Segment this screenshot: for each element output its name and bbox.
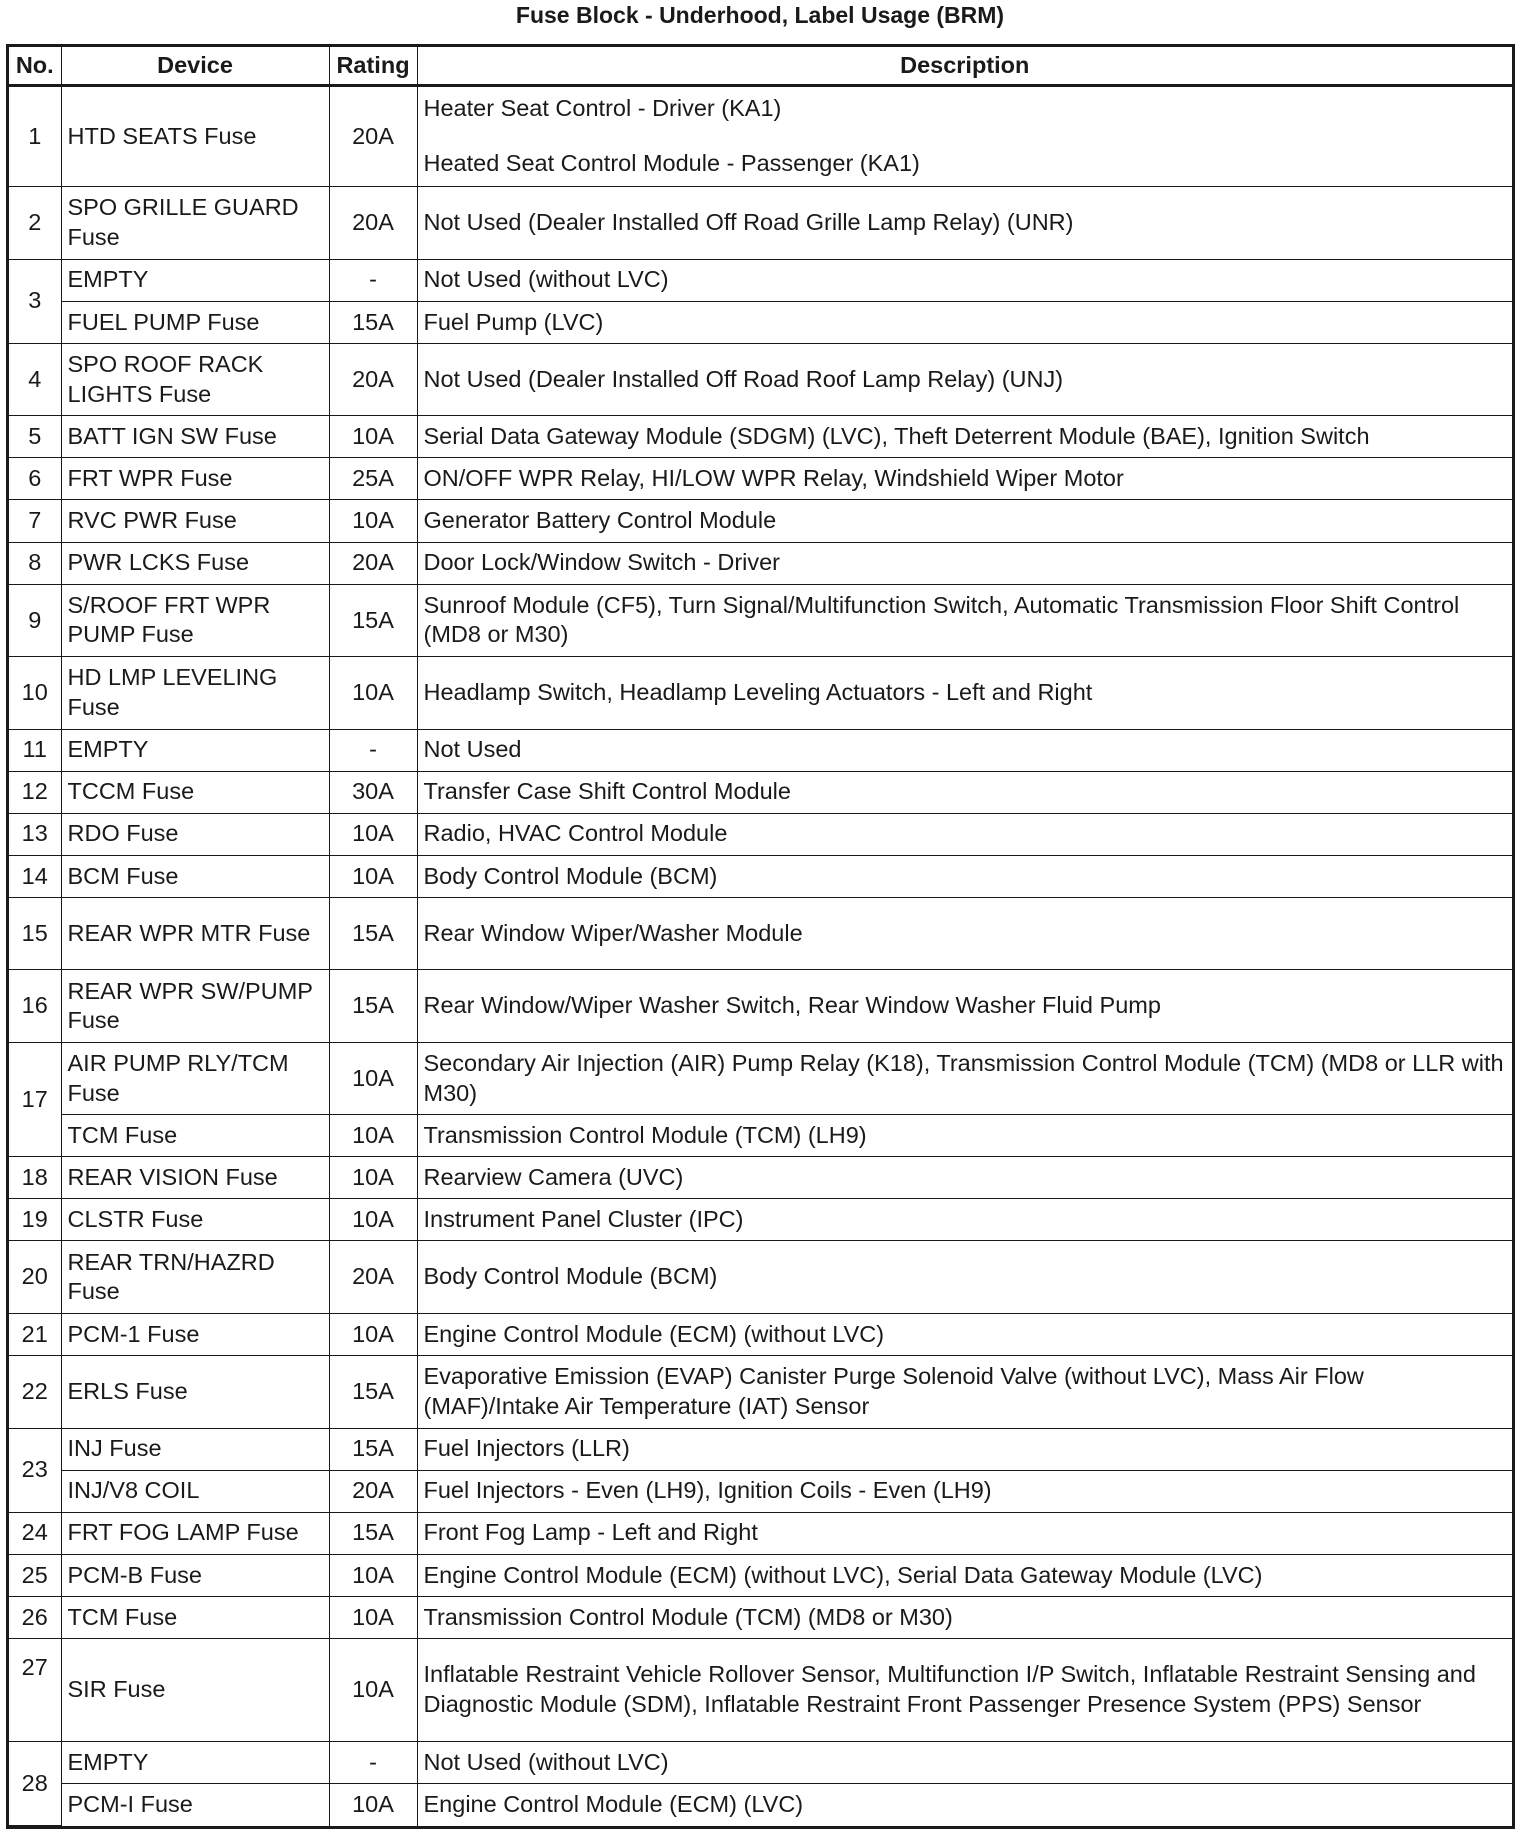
fuse-rating: 10A [329,1042,417,1114]
fuse-device: PWR LCKS Fuse [61,542,329,584]
fuse-rating: 15A [329,1512,417,1554]
fuse-device: FRT FOG LAMP Fuse [61,1512,329,1554]
fuse-number: 1 [9,85,61,187]
table-row [9,729,1512,771]
fuse-rating: 15A [329,1356,417,1428]
fuse-description: Transmission Control Module (TCM) (LH9) [417,1115,1512,1157]
table-row [9,1115,1512,1157]
fuse-device: BCM Fuse [61,855,329,897]
fuse-description: Rear Window/Wiper Washer Switch, Rear Window Washer Fluid Pump [417,970,1512,1042]
fuse-device: PCM-I Fuse [61,1783,329,1825]
table-row [9,1470,1512,1512]
fuse-rating: 10A [329,1313,417,1355]
fuse-description: Instrument Panel Cluster (IPC) [417,1199,1512,1241]
fuse-description: Transmission Control Module (TCM) (MD8 or M30) [417,1596,1512,1638]
table-row [9,1157,1512,1199]
fuse-number: 19 [9,1199,61,1241]
fuse-number: 6 [9,458,61,500]
fuse-description: Not Used (without LVC) [417,1741,1512,1783]
fuse-description: Door Lock/Window Switch - Driver [417,542,1512,584]
fuse-description: Headlamp Switch, Headlamp Leveling Actuators - Left and Right [417,657,1512,729]
fuse-description: Not Used (Dealer Installed Off Road Grille Lamp Relay) (UNR) [417,187,1512,259]
fuse-number: 16 [9,970,61,1042]
table-row [9,813,1512,855]
fuse-rating: 10A [329,1199,417,1241]
fuse-rating: 10A [329,1783,417,1825]
table-row [9,970,1512,1042]
fuse-number: 13 [9,813,61,855]
table-row [9,187,1512,259]
fuse-device: TCM Fuse [61,1596,329,1638]
fuse-description: Transfer Case Shift Control Module [417,771,1512,813]
fuse-rating: 10A [329,657,417,729]
fuse-device: BATT IGN SW Fuse [61,416,329,458]
fuse-description [417,85,1512,187]
fuse-rating: 30A [329,771,417,813]
fuse-description: Engine Control Module (ECM) (without LVC) [417,1313,1512,1355]
table-row [9,1199,1512,1241]
fuse-device: RDO Fuse [61,813,329,855]
fuse-device: TCCM Fuse [61,771,329,813]
table-row [9,1428,1512,1470]
fuse-rating: 20A [329,1241,417,1313]
fuse-device: RVC PWR Fuse [61,500,329,542]
table-row [9,855,1512,897]
fuse-description: Evaporative Emission (EVAP) Canister Purge Solenoid Valve (without LVC), Mass Air Flow (MAF)/Intake Air Temperature (IAT) Sensor [417,1356,1512,1428]
fuse-description: Rear Window Wiper/Washer Module [417,897,1512,969]
fuse-description: Body Control Module (BCM) [417,1241,1512,1313]
fuse-description: Not Used [417,729,1512,771]
fuse-number: 3 [9,259,61,343]
fuse-device: REAR TRN/HAZRD Fuse [61,1241,329,1313]
table-header-row [9,47,1512,85]
table-row [9,1554,1512,1596]
fuse-device: PCM-1 Fuse [61,1313,329,1355]
header-no: No. [9,47,61,85]
fuse-device: INJ/V8 COIL [61,1470,329,1512]
fuse-device: EMPTY [61,1741,329,1783]
fuse-rating: 20A [329,1470,417,1512]
table-row [9,1596,1512,1638]
fuse-device: SIR Fuse [61,1638,329,1741]
fuse-number: 8 [9,542,61,584]
fuse-rating: 10A [329,813,417,855]
fuse-rating: 20A [329,85,417,187]
fuse-device: AIR PUMP RLY/TCM Fuse [61,1042,329,1114]
table-row [9,542,1512,584]
table-row [9,343,1512,415]
fuse-number: 7 [9,500,61,542]
header-rating: Rating [329,47,417,85]
fuse-rating: - [329,259,417,301]
fuse-rating: 10A [329,500,417,542]
fuse-description: Front Fog Lamp - Left and Right [417,1512,1512,1554]
table-row [9,771,1512,813]
table-row [9,416,1512,458]
table-row [9,85,1512,187]
fuse-description: Sunroof Module (CF5), Turn Signal/Multifunction Switch, Automatic Transmission Floor Shift Control (MD8 or M30) [417,584,1512,656]
fuse-number: 18 [9,1157,61,1199]
fuse-description: Engine Control Module (ECM) (LVC) [417,1783,1512,1825]
fuse-description: Generator Battery Control Module [417,500,1512,542]
fuse-number: 20 [9,1241,61,1313]
table-row [9,259,1512,301]
fuse-rating: 10A [329,855,417,897]
header-description: Description [417,47,1512,85]
fuse-number: 12 [9,771,61,813]
fuse-device: HD LMP LEVELING Fuse [61,657,329,729]
fuse-number: 10 [9,657,61,729]
fuse-number: 9 [9,584,61,656]
table-row [9,1042,1512,1114]
fuse-device: INJ Fuse [61,1428,329,1470]
fuse-description: Not Used (without LVC) [417,259,1512,301]
fuse-description: Rearview Camera (UVC) [417,1157,1512,1199]
fuse-device: ERLS Fuse [61,1356,329,1428]
fuse-rating: 10A [329,1115,417,1157]
fuse-table-frame [6,44,1515,1829]
fuse-description-line: Heater Seat Control - Driver (KA1) [423,94,782,121]
fuse-device: CLSTR Fuse [61,1199,329,1241]
fuse-number: 22 [9,1356,61,1428]
fuse-description: Radio, HVAC Control Module [417,813,1512,855]
fuse-number: 15 [9,897,61,969]
fuse-number: 21 [9,1313,61,1355]
fuse-device: FUEL PUMP Fuse [61,301,329,343]
fuse-description-line: Heated Seat Control Module - Passenger (KA1) [423,150,920,177]
fuse-device: HTD SEATS Fuse [61,85,329,187]
fuse-description: Body Control Module (BCM) [417,855,1512,897]
fuse-rating: 15A [329,1428,417,1470]
fuse-rating: 20A [329,343,417,415]
fuse-number: 28 [9,1741,61,1825]
table-row [9,1356,1512,1428]
table-row [9,657,1512,729]
fuse-description: Serial Data Gateway Module (SDGM) (LVC), Theft Deterrent Module (BAE), Ignition Switch [417,416,1512,458]
fuse-number: 17 [9,1042,61,1157]
table-row [9,897,1512,969]
fuse-device: EMPTY [61,259,329,301]
table-row [9,584,1512,656]
fuse-description: Inflatable Restraint Vehicle Rollover Sensor, Multifunction I/P Switch, Inflatable Restraint Sensing and Diagnostic Module (SDM), Inflatable Restraint Front Passenger Presence System (PPS) Sensor [417,1638,1512,1741]
fuse-rating: 10A [329,1554,417,1596]
table-row [9,500,1512,542]
fuse-description: ON/OFF WPR Relay, HI/LOW WPR Relay, Windshield Wiper Motor [417,458,1512,500]
table-row [9,458,1512,500]
fuse-rating: - [329,1741,417,1783]
fuse-rating: 10A [329,1638,417,1741]
header-device: Device [61,47,329,85]
fuse-number: 5 [9,416,61,458]
fuse-rating: 10A [329,1596,417,1638]
fuse-number: 25 [9,1554,61,1596]
fuse-number: 11 [9,729,61,771]
fuse-rating: 20A [329,187,417,259]
fuse-device: S/ROOF FRT WPR PUMP Fuse [61,584,329,656]
fuse-number: 14 [9,855,61,897]
fuse-rating: 15A [329,897,417,969]
fuse-number: 4 [9,343,61,415]
fuse-description: Fuel Injectors (LLR) [417,1428,1512,1470]
table-row [9,1313,1512,1355]
fuse-number: 23 [9,1428,61,1512]
fuse-number: 26 [9,1596,61,1638]
fuse-description: Not Used (Dealer Installed Off Road Roof Lamp Relay) (UNJ) [417,343,1512,415]
table-row [9,1741,1512,1783]
fuse-rating: 25A [329,458,417,500]
fuse-number: 2 [9,187,61,259]
fuse-device: SPO GRILLE GUARD Fuse [61,187,329,259]
fuse-rating: 20A [329,542,417,584]
fuse-rating: 10A [329,1157,417,1199]
fuse-rating: - [329,729,417,771]
fuse-description: Fuel Pump (LVC) [417,301,1512,343]
table-row [9,1241,1512,1313]
table-row [9,301,1512,343]
fuse-description: Secondary Air Injection (AIR) Pump Relay (K18), Transmission Control Module (TCM) (MD8 or LLR with M30) [417,1042,1512,1114]
fuse-description: Fuel Injectors - Even (LH9), Ignition Coils - Even (LH9) [417,1470,1512,1512]
fuse-rating: 15A [329,301,417,343]
fuse-device: FRT WPR Fuse [61,458,329,500]
fuse-device: TCM Fuse [61,1115,329,1157]
fuse-device: PCM-B Fuse [61,1554,329,1596]
fuse-table [9,47,1512,1826]
fuse-device: EMPTY [61,729,329,771]
table-row [9,1638,1512,1741]
fuse-device: REAR WPR SW/PUMP Fuse [61,970,329,1042]
fuse-rating: 15A [329,970,417,1042]
table-row [9,1512,1512,1554]
fuse-number: 24 [9,1512,61,1554]
fuse-device: REAR VISION Fuse [61,1157,329,1199]
table-row [9,1783,1512,1825]
fuse-description: Engine Control Module (ECM) (without LVC), Serial Data Gateway Module (LVC) [417,1554,1512,1596]
fuse-device: REAR WPR MTR Fuse [61,897,329,969]
fuse-rating: 15A [329,584,417,656]
fuse-rating: 10A [329,416,417,458]
page-title: Fuse Block - Underhood, Label Usage (BRM) [515,2,1005,28]
fuse-number: 27 [9,1638,61,1741]
fuse-device: SPO ROOF RACK LIGHTS Fuse [61,343,329,415]
